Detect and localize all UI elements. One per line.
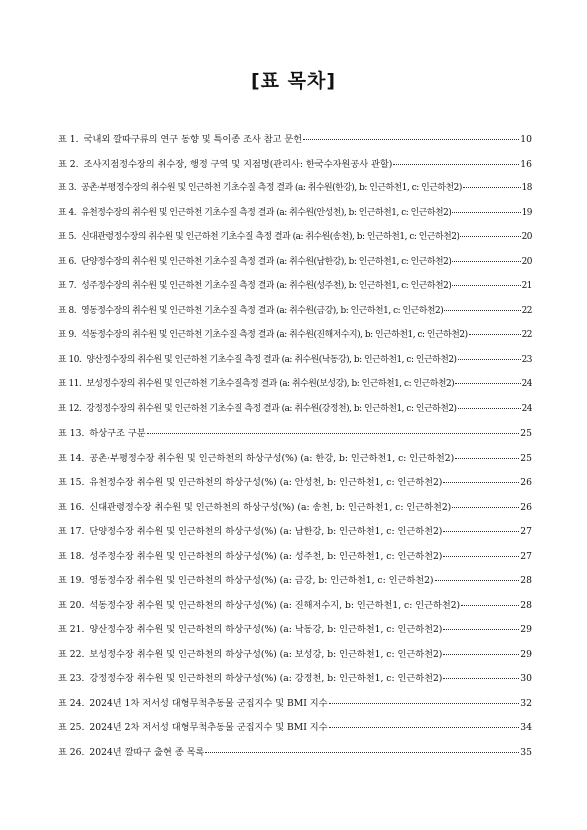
toc-entry-label: 표 17. [58,526,85,537]
toc-entry-page-number: 26 [520,477,532,488]
toc-entry[interactable] [58,254,532,279]
toc-entry[interactable] [58,376,532,401]
toc-entry-title: 하상구조 구분 [89,428,146,439]
toc-entry-label: 표 2. [58,158,79,170]
toc-entry[interactable] [58,719,532,744]
toc-entry-title: 영동정수장의 취수원 및 인근하천 기초수질 측정 결과 (a: 취수원(금강), b: 인근하천1, c: 인근하천2) [81,305,444,316]
toc-entry-title: 성주정수장의 취수원 및 인근하천 기초수질 측정 결과 (a: 취수원(성주천), b: 인근하천1, c: 인근하천2) [81,281,452,291]
toc-entry-title: 신대관령정수장의 취수원 및 인근하천 기초수질 측정 결과 (a: 취수원(송천), b: 인근하천1, c: 인근하천2) [81,232,460,242]
toc-entry-title: 석동정수장 취수원 및 인근하천의 하상구성(%) (a: 진해저수지, b: 인근하천1, c: 인근하천2) [89,599,461,611]
toc-entry-page-number: 18 [521,183,532,193]
toc-entry-title: 강정정수장의 취수원 및 인근하천 기초수질 측정 결과 (a: 취수원(강정천), b: 인근하천1, c: 인근하천2) [86,403,457,414]
toc-entry-title: 영동정수장 취수원 및 인근하천의 하상구성(%) (a: 금강, b: 인근하천1, c: 인근하천2) [89,575,434,586]
toc-entry-label: 표 25. [58,722,85,733]
toc-entry-label: 표 7. [58,281,77,291]
toc-entry-label: 표 24. [58,697,85,709]
toc-entry-label: 표 14. [58,452,85,464]
toc-entry-label: 표 3. [58,183,77,193]
toc-entry[interactable] [58,597,532,622]
dot-leader [443,556,519,557]
toc-entry-page-number: 22 [521,330,532,340]
dot-leader [461,605,519,606]
toc-entry[interactable] [58,646,532,671]
toc-entry[interactable] [58,474,532,499]
toc-entry-title: 강정정수장 취수원 및 인근하천의 하상구성(%) (a: 강정천, b: 인근하천1, c: 인근하천2) [89,673,443,684]
toc-entry-page-number: 32 [520,697,532,709]
toc-entry-title: 공촌·부평정수장의 취수원 및 인근하천 기초수질 측정 결과 (a: 취수원(한강), b: 인근하천1, c: 인근하천2) [81,183,462,193]
toc-entry-title: 단양정수장 취수원 및 인근하천의 하상구성(%) (a: 남한강, b: 인근하천1, c: 인근하천2) [89,526,443,537]
toc-entry-title: 조사지점정수장의 취수장, 행정 구역 및 지점명(관리사: 한국수자원공사 관할) [83,158,393,170]
dot-leader [443,654,519,655]
dot-leader [444,310,520,311]
toc-entry-label: 표 19. [58,575,85,586]
dot-leader [469,334,521,335]
toc-entry[interactable] [58,180,532,205]
dot-leader [458,359,521,360]
toc-entry-label: 표 4. [58,207,77,218]
toc-entry-title: 국내외 깔따구류의 연구 동향 및 특이종 조사 참고 문헌 [83,134,303,145]
toc-entry-title: 보성정수장 취수원 및 인근하천의 하상구성(%) (a: 보성강, b: 인근하천1, c: 인근하천2) [89,648,443,660]
dot-leader [329,703,520,704]
toc-entry[interactable] [58,131,532,156]
toc-entry-page-number: 30 [520,673,532,684]
toc-entry-title: 성주정수장 취수원 및 인근하천의 하상구성(%) (a: 성주천, b: 인근하천1, c: 인근하천2) [89,550,443,562]
toc-entry[interactable] [58,621,532,646]
dot-leader [452,261,520,262]
toc-entry[interactable] [58,695,532,720]
toc-entry-page-number: 28 [520,599,532,611]
dot-leader [435,580,520,581]
toc-entry-page-number: 10 [520,134,532,145]
dot-leader [393,164,519,165]
toc-entry-title: 유천정수장의 취수원 및 인근하천 기초수질 측정 결과 (a: 취수원(안성천), b: 인근하천1, c: 인근하천2) [81,207,452,218]
dot-leader [443,482,519,483]
toc-entry[interactable] [58,352,532,377]
dot-leader [443,629,519,630]
toc-entry-title: 보성정수장의 취수원 및 인근하천 기초수질측정 결과 (a: 취수원(보성강), b: 인근하천1, c: 인근하천2) [86,379,455,389]
toc-entry-label: 표 15. [58,477,85,488]
toc-entry-label: 표 10. [58,354,82,365]
dot-leader [329,727,520,728]
toc-entry-label: 표 18. [58,550,85,562]
toc-entry-label: 표 6. [58,256,77,267]
toc-entry-page-number: 19 [521,207,532,218]
dot-leader [458,408,521,409]
toc-entry-page-number: 16 [520,158,532,170]
toc-entry-label: 표 12. [58,403,82,414]
table-of-contents [58,131,532,768]
toc-entry-page-number: 24 [521,403,532,414]
toc-entry[interactable] [58,572,532,597]
toc-entry-title: 2024년 2차 저서성 대형무척추동물 군집지수 및 BMI 지수 [89,722,328,733]
toc-entry-title: 신대관령정수장 취수원 및 인근하천의 하상구성(%) (a: 송천, b: 인근하천1, c: 인근하천2) [89,501,452,513]
toc-entry-label: 표 21. [58,624,85,635]
toc-entry-page-number: 25 [520,452,532,464]
dot-leader [460,236,520,237]
toc-entry-title: 공촌·부평정수장 취수원 및 인근하천의 하상구성(%) (a: 한강, b: 인근하천1, c: 인근하천2) [89,452,455,464]
toc-entry[interactable] [58,523,532,548]
toc-entry-page-number: 24 [521,379,532,389]
dot-leader [452,212,520,213]
toc-entry-title: 양산정수장 취수원 및 인근하천의 하상구성(%) (a: 낙동강, b: 인근하천1, c: 인근하천2) [89,624,443,635]
toc-entry-title: 석동정수장의 취수원 및 인근하천 기초수질 측정 결과 (a: 취수원(진해저수지), b: 인근하천1, c: 인근하천2) [81,330,468,340]
toc-entry-label: 표 5. [58,232,77,242]
toc-entry-page-number: 27 [520,550,532,562]
dot-leader [455,383,520,384]
toc-entry-label: 표 11. [58,379,82,389]
dot-leader [443,678,519,679]
toc-entry-label: 표 26. [58,746,85,758]
toc-entry-page-number: 20 [521,256,532,267]
toc-entry-page-number: 35 [520,746,532,758]
dot-leader [147,433,520,434]
toc-entry[interactable] [58,425,532,450]
toc-entry-page-number: 26 [520,501,532,513]
dot-leader [303,139,519,140]
toc-entry-label: 표 13. [58,428,85,439]
toc-entry-page-number: 20 [521,232,532,242]
page-title: [표 목차] [250,70,337,92]
toc-entry-title: 양산정수장의 취수원 및 인근하천 기초수질 측정 결과 (a: 취수원(낙동강), b: 인근하천1, c: 인근하천2) [86,354,457,365]
toc-entry-label: 표 1. [58,134,79,145]
toc-entry[interactable] [58,205,532,230]
toc-entry-page-number: 29 [520,624,532,635]
toc-entry-page-number: 23 [521,354,532,365]
dot-leader [452,507,519,508]
toc-entry-page-number: 27 [520,526,532,537]
toc-entry[interactable] [58,670,532,695]
toc-entry-title: 2024년 깔따구 출현 종 목록 [89,746,205,758]
toc-entry-page-number: 21 [521,281,532,291]
toc-entry[interactable] [58,303,532,328]
toc-entry-label: 표 23. [58,673,85,684]
toc-entry[interactable] [58,229,532,254]
toc-entry[interactable] [58,548,532,573]
toc-entry[interactable] [58,450,532,475]
toc-entry-title: 2024년 1차 저서성 대형무척추동물 군집지수 및 BMI 지수 [89,697,328,709]
toc-entry-label: 표 8. [58,305,77,316]
toc-entry[interactable] [58,744,532,769]
toc-entry[interactable] [58,327,532,352]
toc-entry-page-number: 25 [520,428,532,439]
dot-leader [452,285,520,286]
toc-entry-label: 표 9. [58,330,77,340]
toc-entry-label: 표 20. [58,599,85,611]
dot-leader [455,458,519,459]
toc-entry-page-number: 28 [520,575,532,586]
toc-entry-page-number: 22 [521,305,532,316]
toc-entry-title: 단양정수장의 취수원 및 인근하천 기초수질 측정 결과 (a: 취수원(남한강), b: 인근하천1, c: 인근하천2) [81,256,452,267]
toc-entry-label: 표 22. [58,648,85,660]
dot-leader [205,752,519,753]
toc-entry[interactable] [58,156,532,181]
toc-entry[interactable] [58,401,532,426]
toc-entry[interactable] [58,278,532,303]
toc-entry-page-number: 34 [520,722,532,733]
dot-leader [443,531,519,532]
dot-leader [463,187,521,188]
toc-entry-page-number: 29 [520,648,532,660]
toc-entry-title: 유천정수장 취수원 및 인근하천의 하상구성(%) (a: 안성천, b: 인근하천1, c: 인근하천2) [89,477,443,488]
toc-entry[interactable] [58,499,532,524]
toc-entry-label: 표 16. [58,501,85,513]
